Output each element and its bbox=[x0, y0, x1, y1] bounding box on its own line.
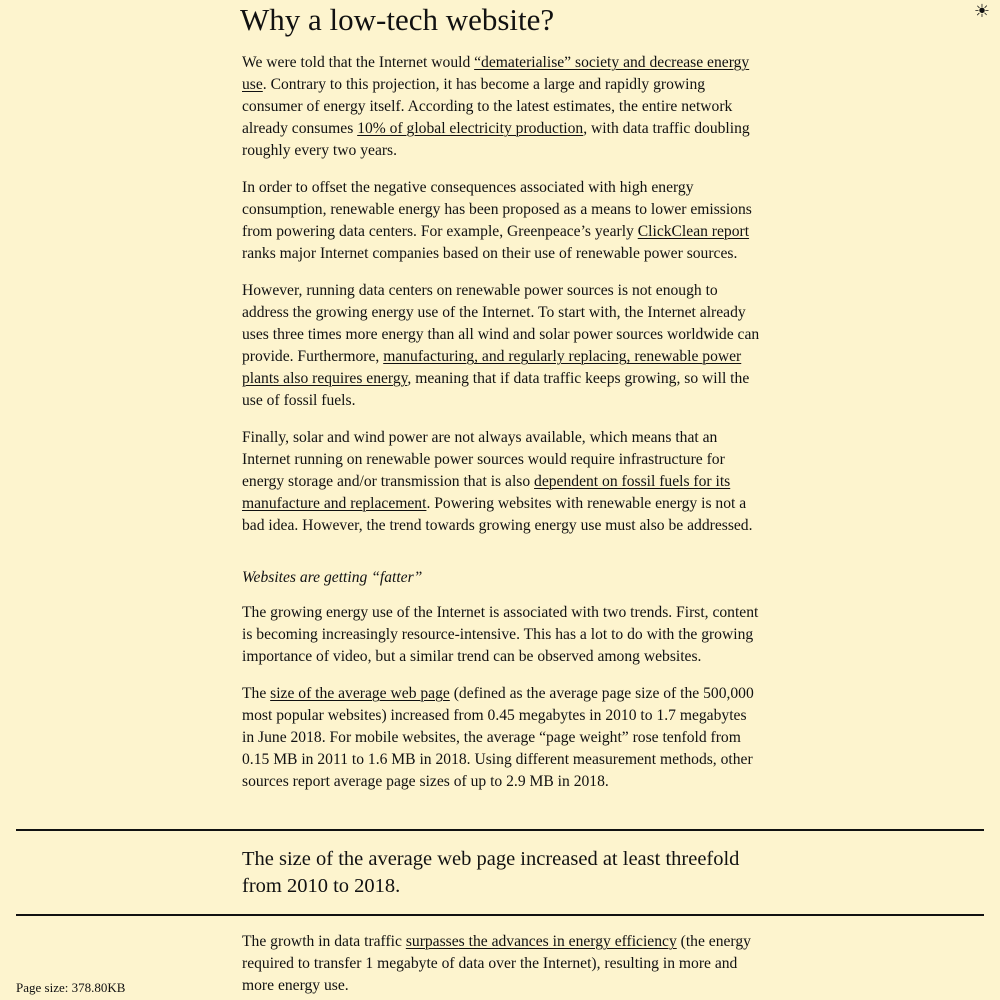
link-renewable-power-plants[interactable]: manufacturing, and regularly replacing, renewable power plants also requires energy bbox=[242, 348, 742, 387]
paragraph-4 bbox=[242, 427, 762, 537]
pullquote-bottom-rule bbox=[16, 914, 984, 916]
paragraph-text: . Contrary to this projection, it has become a large and rapidly growing consumer of energy itself. According to the latest estimates, the entire network already consumes bbox=[242, 76, 733, 137]
link-average-web-page[interactable]: size of the average web page bbox=[270, 685, 450, 702]
article-body bbox=[242, 52, 762, 808]
paragraph-7 bbox=[242, 931, 762, 997]
article-body-continued bbox=[242, 931, 762, 997]
section-subheading: Websites are getting “fatter” bbox=[242, 569, 423, 586]
link-energy-efficiency[interactable]: surpasses the advances in energy efficiency bbox=[405, 933, 677, 950]
page-title: Why a low-tech website? bbox=[240, 2, 555, 37]
paragraph-6 bbox=[242, 683, 762, 793]
link-clickclean-report[interactable]: ClickClean report bbox=[637, 223, 750, 240]
paragraph-text: ranks major Internet companies based on their use of renewable power sources. bbox=[242, 245, 738, 262]
paragraph-text: The growth in data traffic bbox=[242, 933, 406, 950]
link-fossil-fuels[interactable]: dependent on fossil fuels for its manufacture and replacement bbox=[242, 473, 731, 512]
pullquote-top-rule bbox=[16, 829, 984, 831]
link-global-electricity[interactable]: 10% of global electricity production bbox=[357, 120, 584, 137]
paragraph-text: We were told that the Internet would bbox=[242, 54, 475, 71]
paragraph-text: , meaning that if data traffic keeps growing, so will the use of fossil fuels. bbox=[242, 370, 750, 409]
sun-icon[interactable]: ☀ bbox=[973, 1, 990, 22]
paragraph-text: However, running data centers on renewable power sources is not enough to address the growing energy use of the Internet. To start with, the Internet already uses three times more energy than all wind and solar power sources worldwide can provide. Furthermore, bbox=[242, 282, 760, 365]
paragraph-1 bbox=[242, 52, 762, 162]
paragraph-text: Finally, solar and wind power are not always available, which means that an Internet running on renewable power sources would require infrastructure for energy storage and/or transmission that is also bbox=[242, 429, 725, 490]
paragraph-text: In order to offset the negative consequences associated with high energy consumption, renewable energy has been proposed as a means to lower emissions from powering data centers. For example, Greenpeace’s yearly bbox=[242, 179, 752, 240]
pullquote: The size of the average web page increased at least threefold from 2010 to 2018. bbox=[242, 848, 740, 897]
paragraph-3 bbox=[242, 280, 762, 412]
paragraph-text: (defined as the average page size of the 500,000 most popular websites) increased from 0.45 megabytes in 2010 to 1.7 megabytes in June 2018. For mobile websites, the average “page weight” rose tenfold from 0.15 MB in 2011 to 1.6 MB in 2018. Using different measurement methods, other sources report average page sizes of up to 2.9 MB in 2018. bbox=[242, 685, 754, 790]
page-size-indicator: Page size: 378.80KB bbox=[16, 980, 126, 995]
paragraph-2 bbox=[242, 177, 762, 265]
paragraph-text: . Powering websites with renewable energy is not a bad idea. However, the trend towards growing energy use must also be addressed. bbox=[242, 495, 753, 534]
paragraph-text: The bbox=[242, 685, 271, 702]
paragraph-text: , with data traffic doubling roughly every two years. bbox=[242, 120, 750, 159]
paragraph-text: (the energy required to transfer 1 megabyte of data over the Internet), resulting in more and more energy use. bbox=[242, 933, 751, 994]
link-dematerialise[interactable]: “dematerialise” society and decrease energy use bbox=[242, 54, 750, 93]
paragraph-5: The growing energy use of the Internet is associated with two trends. First, content is becoming increasingly resource-intensive. This has a lot to do with the growing importance of video, but a similar trend can be observed among websites. bbox=[242, 604, 759, 665]
